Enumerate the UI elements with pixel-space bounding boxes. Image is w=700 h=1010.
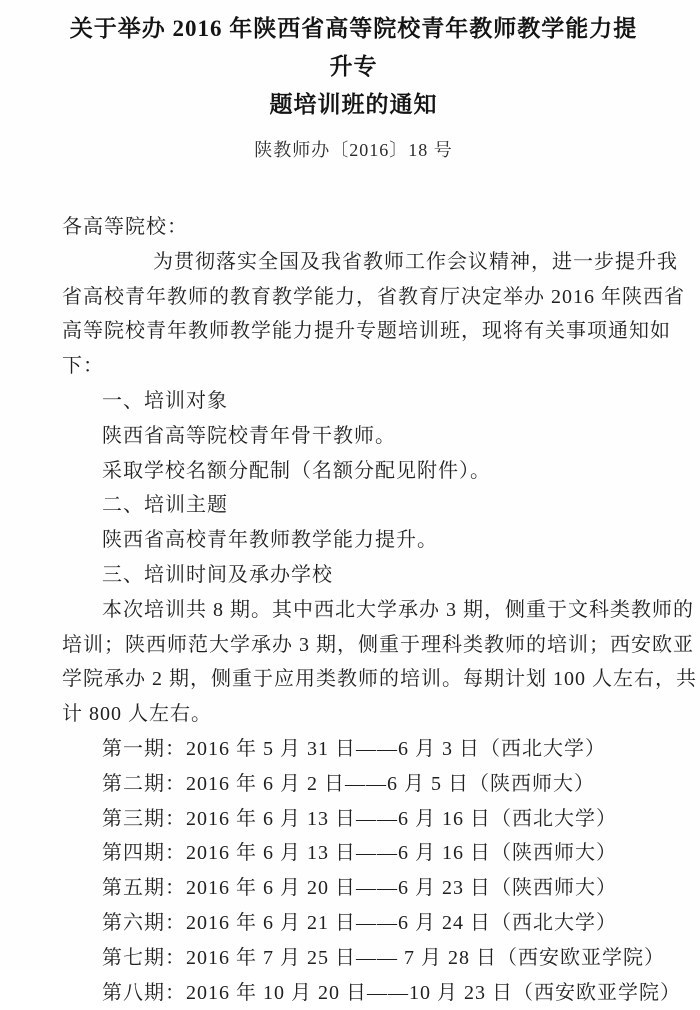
title-line-1: 关于举办 2016 年陕西省高等院校青年教师教学能力提升专 [69, 16, 638, 79]
paragraph-line: 陕西省高校青年教师教学能力提升。 [102, 529, 438, 552]
paragraph-line: 下： [62, 355, 104, 378]
paragraph-line: 采取学校名额分配制（名额分配见附件）。 [102, 459, 491, 482]
paragraph-line: 学院承办 2 期，侧重于应用类教师的培训。每期计划 100 人左右，共 [62, 668, 697, 691]
schedule-line-1: 第一期：2016 年 5 月 31 日——6 月 3 日（西北大学） [102, 737, 606, 760]
section-heading-1: 一、培训对象 [102, 389, 228, 412]
schedule-line-8: 第八期：2016 年 10 月 20 日——10 月 23 日（西安欧亚学院） [102, 981, 681, 1004]
paragraph-line: 为贯彻落实全国及我省教师工作会议精神，进一步提升我 [153, 250, 678, 273]
schedule-line-2: 第二期：2016 年 6 月 2 日——6 月 5 日（陕西师大） [102, 772, 595, 795]
section-heading-3: 三、培训时间及承办学校 [102, 563, 333, 586]
document-number: 陕教师办〔2016〕18 号 [254, 140, 453, 160]
section-heading-2: 二、培训主题 [102, 494, 228, 517]
document-title [62, 10, 645, 124]
schedule-line-4: 第四期：2016 年 6 月 13 日——6 月 16 日（陕西师大） [102, 842, 617, 865]
paragraph-line: 培训；陕西师范大学承办 3 期，侧重于理科类教师的培训；西安欧亚 [62, 633, 694, 656]
paragraph-line: 陕西省高等院校青年骨干教师。 [102, 424, 396, 447]
paragraph-line: 本次培训共 8 期。其中西北大学承办 3 期，侧重于文科类教师的 [102, 598, 694, 621]
schedule-line-5: 第五期：2016 年 6 月 20 日——6 月 23 日（陕西师大） [102, 877, 617, 900]
salutation-line: 各高等院校： [62, 216, 188, 238]
schedule-line-3: 第三期：2016 年 6 月 13 日——6 月 16 日（西北大学） [102, 807, 617, 830]
paragraph-line: 省高校青年教师的教育教学能力，省教育厅决定举办 2016 年陕西省 [62, 285, 685, 308]
document-body [62, 210, 697, 1010]
title-line-2: 题培训班的通知 [269, 92, 438, 117]
paragraph-line: 计 800 人左右。 [62, 703, 212, 726]
schedule-line-7: 第七期：2016 年 7 月 25 日—— 7 月 28 日（西安欧亚学院） [102, 946, 665, 969]
paragraph-line: 高等院校青年教师教学能力提升专题培训班，现将有关事项通知如 [62, 320, 671, 343]
schedule-line-6: 第六期：2016 年 6 月 21 日——6 月 24 日（西北大学） [102, 911, 617, 934]
